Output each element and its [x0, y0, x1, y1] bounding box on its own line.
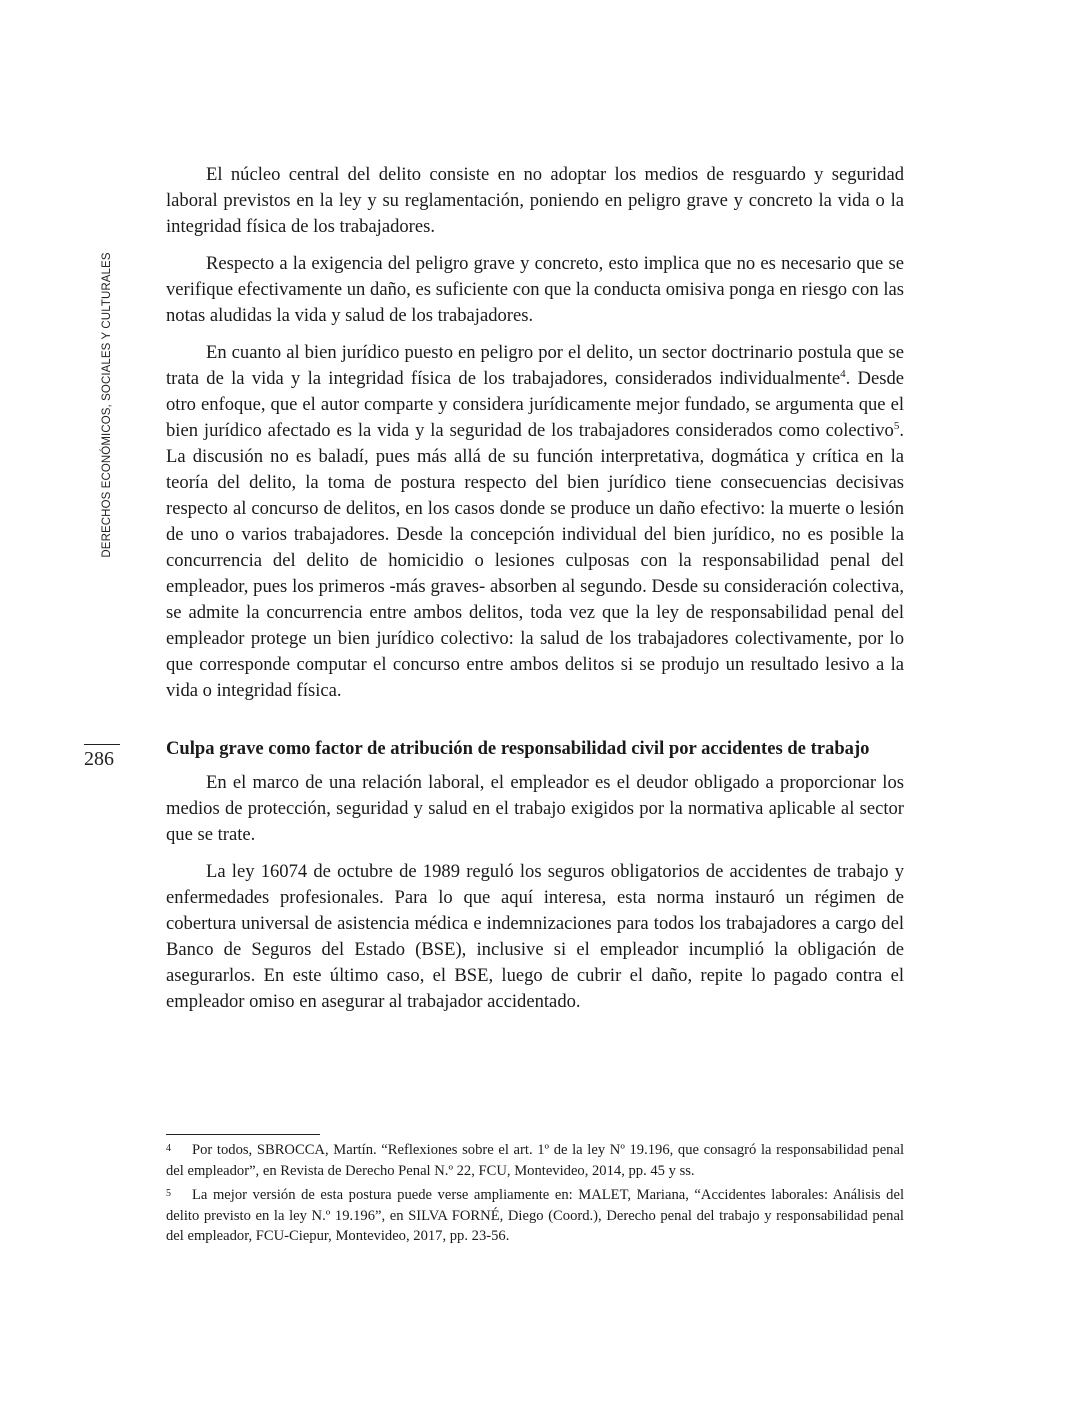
running-head-text: DERECHOS ECONÓMICOS, SOCIALES Y CULTURALES — [101, 252, 113, 558]
footnote-divider — [166, 1134, 320, 1135]
footnotes — [166, 1134, 904, 1250]
footnote-text: Por todos, SBROCCA, Martín. “Reflexiones sobre el art. 1º de la ley Nº 19.196, que consagró la responsabilidad penal del empleador”, en Revista de Derecho Penal N.º 22, FCU, Montevideo, 2014, pp. 45 y ss. — [166, 1142, 904, 1179]
main-text — [166, 162, 904, 1026]
paragraph-3-part-a: En cuanto al bien jurídico puesto en peligro por el delito, un sector doctrinario postula que se trata de la vida y la integridad física de los trabajadores, considerados individualmente — [166, 342, 904, 389]
footnote-ref-5[interactable]: 5 — [893, 419, 900, 432]
paragraph-4: En el marco de una relación laboral, el empleador es el deudor obligado a proporcionar los medios de protección, seguridad y salud en el trabajo exigidos por la normativa aplicable al sector que se trate. — [166, 772, 904, 845]
footnote-text: La mejor versión de esta postura puede verse ampliamente en: MALET, Mariana, “Accidentes laborales: Análisis del delito previsto en la ley N.º 19.196”, en SILVA FORNÉ, Diego (Coord.), Derecho penal del trabajo y responsabilidad penal del empleador, FCU-Ciepur, Montevideo, 2017, pp. 23-56. — [166, 1187, 904, 1244]
footnote-4 — [166, 1139, 904, 1181]
page-number: 286 — [84, 744, 120, 771]
paragraph-5: La ley 16074 de octubre de 1989 reguló los seguros obligatorios de accidentes de trabajo y enfermedades profesionales. Para lo que aquí interesa, esta norma instauró un régimen de cobertura universal de asistencia médica e indemnizaciones para todos los trabajadores a cargo del Banco de Seguros del Estado (BSE), inclusive si el empleador incumplió la obligación de asegurarlos. En este último caso, el BSE, luego de cubrir el daño, repite lo pagado contra el empleador omiso en asegurar al trabajador accidentado. — [166, 861, 904, 1012]
footnote-ref-4[interactable]: 4 — [840, 367, 846, 380]
paragraph-2: Respecto a la exigencia del peligro grave y concreto, esto implica que no es necesario que se verifique efectivamente un daño, es suficiente con que la conducta omisiva ponga en riesgo con las notas aludidas la vida y salud de los trabajadores. — [166, 253, 904, 326]
running-head — [98, 246, 116, 564]
footnote-5 — [166, 1184, 904, 1247]
section-heading: Culpa grave como factor de atribución de responsabilidad civil por accidentes de trabajo — [166, 738, 870, 759]
footnote-number: 5 — [166, 1188, 171, 1199]
paragraph-3 — [166, 340, 904, 704]
footnote-number: 4 — [166, 1143, 171, 1154]
paragraph-3-part-b: . Desde otro enfoque, que el autor comparte y considera jurídicamente mejor fundado, se argumenta que el bien jurídico afectado es la vida y la seguridad de los trabajadores considerados como colectivo — [166, 368, 904, 441]
paragraph-1: El núcleo central del delito consiste en no adoptar los medios de resguardo y seguridad laboral previstos en la ley y su reglamentación, poniendo en peligro grave y concreto la vida o la integridad física de los trabajadores. — [166, 164, 904, 237]
paragraph-3-part-c: . La discusión no es baladí, pues más allá de su función interpretativa, dogmática y crítica en la teoría del delito, la toma de postura respecto del bien jurídico tiene consecuencias decisivas respecto al concurso de delitos, en los casos donde se produce un daño efectivo: la muerte o lesión de uno o varios trabajadores. Desde la concepción individual del bien jurídico, no es posible la concurrencia del delito de homicidio o lesiones culposas con la responsabilidad penal del empleador, pues los primeros -más graves- absorben al segundo. Desde su consideración colectiva, se admite la concurrencia entre ambos delitos, toda vez que la ley de responsabilidad penal del empleador protege un bien jurídico colectivo: la salud de los trabajadores colectivamente, por lo que corresponde computar el concurso entre ambos delitos si se produjo un resultado lesivo a la vida o integridad física. — [166, 420, 904, 701]
